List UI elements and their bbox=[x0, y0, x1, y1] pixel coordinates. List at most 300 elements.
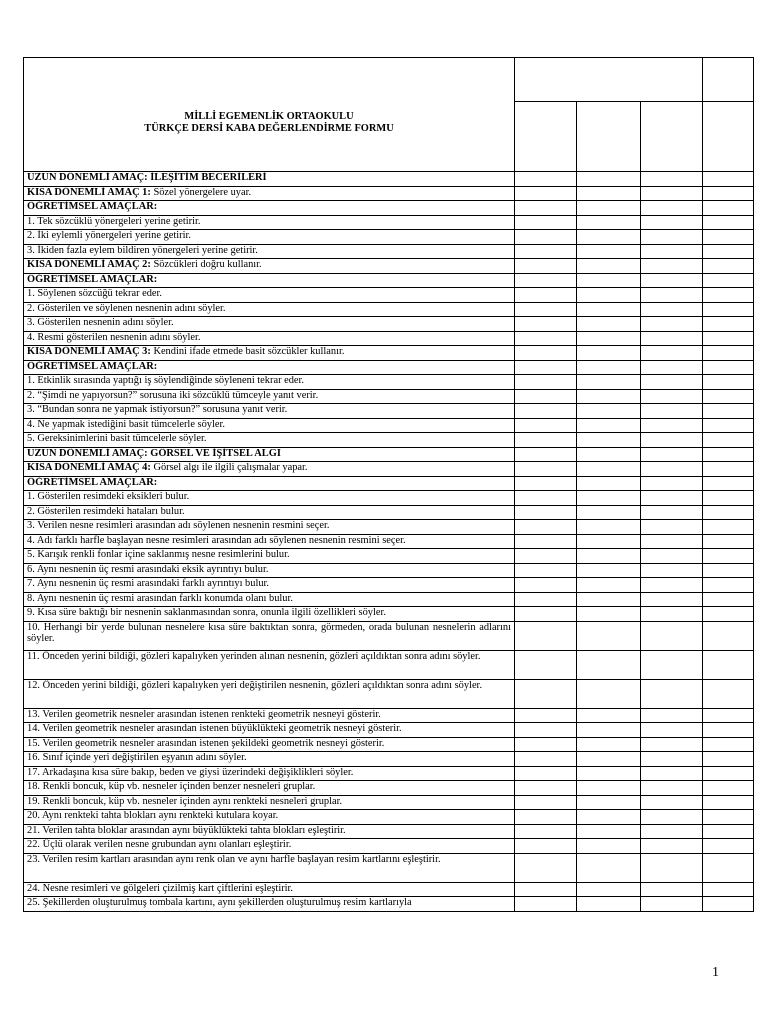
score-cell[interactable] bbox=[577, 505, 641, 520]
score-cell[interactable] bbox=[515, 215, 577, 230]
score-cell[interactable] bbox=[577, 317, 641, 332]
score-cell[interactable] bbox=[641, 549, 703, 564]
score-cell[interactable] bbox=[703, 766, 754, 781]
score-cell[interactable] bbox=[577, 621, 641, 650]
score-cell[interactable] bbox=[577, 679, 641, 708]
item-text: Kendini ifade etmede basit sözcükler kullanır. bbox=[150, 346, 345, 357]
item-cell bbox=[24, 505, 515, 520]
header-column-cell bbox=[641, 102, 703, 172]
table-row bbox=[24, 172, 754, 187]
score-cell[interactable] bbox=[641, 172, 703, 187]
score-cell[interactable] bbox=[641, 679, 703, 708]
score-cell[interactable] bbox=[703, 708, 754, 723]
score-cell[interactable] bbox=[703, 389, 754, 404]
score-cell[interactable] bbox=[515, 650, 577, 679]
score-cell[interactable] bbox=[515, 230, 577, 245]
score-cell[interactable] bbox=[703, 752, 754, 767]
score-cell[interactable] bbox=[515, 491, 577, 506]
score-cell[interactable] bbox=[577, 389, 641, 404]
table-row bbox=[24, 491, 754, 506]
score-cell[interactable] bbox=[577, 462, 641, 477]
score-cell[interactable] bbox=[515, 476, 577, 491]
table-row bbox=[24, 853, 754, 882]
score-cell[interactable] bbox=[703, 781, 754, 796]
score-cell[interactable] bbox=[703, 244, 754, 259]
score-cell[interactable] bbox=[641, 360, 703, 375]
score-cell[interactable] bbox=[577, 447, 641, 462]
score-cell[interactable] bbox=[515, 621, 577, 650]
item-text: 11. Önceden yerini bildiği, gözleri kapalıyken yerinden alınan nesnenin, gözleri açıldıktan sonra adını söyler. bbox=[27, 650, 481, 662]
item-cell bbox=[24, 679, 515, 708]
score-cell[interactable] bbox=[641, 259, 703, 274]
score-cell[interactable] bbox=[515, 259, 577, 274]
score-cell[interactable] bbox=[577, 346, 641, 361]
score-cell[interactable] bbox=[515, 331, 577, 346]
score-cell[interactable] bbox=[577, 752, 641, 767]
score-cell[interactable] bbox=[577, 897, 641, 912]
item-text: 2. İki eylemli yönergeleri yerine getirir. bbox=[27, 230, 191, 241]
score-cell[interactable] bbox=[703, 172, 754, 187]
table-row bbox=[24, 781, 754, 796]
score-cell[interactable] bbox=[641, 273, 703, 288]
score-cell[interactable] bbox=[577, 810, 641, 825]
score-cell[interactable] bbox=[515, 549, 577, 564]
score-cell[interactable] bbox=[577, 723, 641, 738]
item-text: 10. Herhangi bir yerde bulunan nesnelere kısa süre baktıktan sonra, görmeden, orada bulunan nesnelerin adlarını söyler. bbox=[27, 621, 511, 644]
item-cell bbox=[24, 897, 515, 912]
item-text: 1. Söylenen sözcüğü tekrar eder. bbox=[27, 288, 163, 299]
score-cell[interactable] bbox=[641, 766, 703, 781]
score-cell[interactable] bbox=[641, 621, 703, 650]
table-row bbox=[24, 418, 754, 433]
item-cell bbox=[24, 433, 515, 448]
score-cell[interactable] bbox=[577, 375, 641, 390]
item-bold-label: ÖĞRETİMSEL AMAÇLAR: bbox=[27, 476, 158, 488]
score-cell[interactable] bbox=[577, 360, 641, 375]
score-cell[interactable] bbox=[515, 824, 577, 839]
score-cell[interactable] bbox=[703, 795, 754, 810]
score-cell[interactable] bbox=[641, 389, 703, 404]
score-cell[interactable] bbox=[577, 839, 641, 854]
item-bold-label: KISA DÖNEMLİ AMAÇ 4: bbox=[27, 462, 151, 473]
score-cell[interactable] bbox=[703, 462, 754, 477]
table-row bbox=[24, 331, 754, 346]
table-row bbox=[24, 302, 754, 317]
item-cell bbox=[24, 389, 515, 404]
table-row bbox=[24, 549, 754, 564]
score-cell[interactable] bbox=[577, 273, 641, 288]
item-text: 1. Etkinlik sırasında yaptığı iş söylendiğinde söyleneni tekrar eder. bbox=[27, 375, 305, 386]
score-cell[interactable] bbox=[577, 853, 641, 882]
table-row bbox=[24, 766, 754, 781]
score-cell[interactable] bbox=[641, 839, 703, 854]
score-cell[interactable] bbox=[515, 505, 577, 520]
table-row bbox=[24, 230, 754, 245]
score-cell[interactable] bbox=[703, 317, 754, 332]
score-cell[interactable] bbox=[641, 462, 703, 477]
score-cell[interactable] bbox=[577, 795, 641, 810]
item-text: 1. Gösterilen resimdeki eksikleri bulur. bbox=[27, 491, 190, 502]
score-cell[interactable] bbox=[703, 563, 754, 578]
score-cell[interactable] bbox=[577, 476, 641, 491]
item-text: 3. “Bundan sonra ne yapmak istiyorsun?” sorusuna yanıt verir. bbox=[27, 404, 288, 415]
score-cell[interactable] bbox=[577, 520, 641, 535]
score-cell[interactable] bbox=[641, 201, 703, 216]
table-row bbox=[24, 404, 754, 419]
score-cell[interactable] bbox=[515, 433, 577, 448]
score-cell[interactable] bbox=[641, 592, 703, 607]
score-cell[interactable] bbox=[641, 215, 703, 230]
item-cell bbox=[24, 839, 515, 854]
item-text: 4. Resmi gösterilen nesnenin adını söyler. bbox=[27, 331, 201, 343]
item-bold-label: KISA DÖNEMLİ AMAÇ 1: bbox=[27, 186, 151, 198]
score-cell[interactable] bbox=[703, 650, 754, 679]
item-cell bbox=[24, 462, 515, 477]
score-cell[interactable] bbox=[641, 534, 703, 549]
score-cell[interactable] bbox=[577, 737, 641, 752]
score-cell[interactable] bbox=[641, 505, 703, 520]
table-row bbox=[24, 795, 754, 810]
score-cell[interactable] bbox=[703, 824, 754, 839]
score-cell[interactable] bbox=[703, 331, 754, 346]
score-cell[interactable] bbox=[641, 520, 703, 535]
item-cell bbox=[24, 244, 515, 259]
score-cell[interactable] bbox=[577, 607, 641, 622]
item-cell bbox=[24, 418, 515, 433]
score-cell[interactable] bbox=[641, 346, 703, 361]
item-text: 24. Nesne resimleri ve gölgeleri çizilmiş kart çiftlerini eşleştirir. bbox=[27, 882, 294, 894]
score-cell[interactable] bbox=[641, 375, 703, 390]
score-cell[interactable] bbox=[515, 346, 577, 361]
score-cell[interactable] bbox=[515, 418, 577, 433]
score-cell[interactable] bbox=[703, 302, 754, 317]
score-cell[interactable] bbox=[641, 578, 703, 593]
score-cell[interactable] bbox=[577, 433, 641, 448]
score-cell[interactable] bbox=[577, 563, 641, 578]
table-row bbox=[24, 592, 754, 607]
score-cell[interactable] bbox=[515, 317, 577, 332]
score-cell[interactable] bbox=[515, 534, 577, 549]
score-cell[interactable] bbox=[703, 288, 754, 303]
page-number: 1 bbox=[712, 965, 719, 980]
table-row bbox=[24, 839, 754, 854]
score-cell[interactable] bbox=[641, 795, 703, 810]
item-text: 9. Kısa süre baktığı bir nesnenin saklanmasından sonra, onunla ilgili özellikleri söyler. bbox=[27, 607, 386, 618]
score-cell[interactable] bbox=[577, 882, 641, 897]
score-cell[interactable] bbox=[577, 302, 641, 317]
score-cell[interactable] bbox=[641, 737, 703, 752]
score-cell[interactable] bbox=[703, 404, 754, 419]
table-row bbox=[24, 476, 754, 491]
item-text: 4. Ne yapmak istediğini basit tümcelerle söyler. bbox=[27, 418, 225, 430]
item-text: 13. Verilen geometrik nesneler arasından istenen renkteki geometrik nesneyi gösterir. bbox=[27, 708, 381, 720]
item-cell bbox=[24, 578, 515, 593]
item-text: 19. Renkli boncuk, küp vb. nesneler içinden aynı renkteki nesneleri gruplar. bbox=[27, 795, 343, 807]
score-cell[interactable] bbox=[641, 882, 703, 897]
header-column-cell bbox=[577, 102, 641, 172]
score-cell[interactable] bbox=[515, 795, 577, 810]
item-text: 23. Verilen resim kartları arasından aynı renk olan ve aynı harfle başlayan resim kartlarını eşleştirir. bbox=[27, 853, 441, 865]
score-cell[interactable] bbox=[515, 781, 577, 796]
item-cell bbox=[24, 737, 515, 752]
score-cell[interactable] bbox=[577, 708, 641, 723]
score-cell[interactable] bbox=[641, 186, 703, 201]
table-row bbox=[24, 447, 754, 462]
score-cell[interactable] bbox=[641, 418, 703, 433]
score-cell[interactable] bbox=[577, 549, 641, 564]
score-cell[interactable] bbox=[577, 592, 641, 607]
score-cell[interactable] bbox=[515, 447, 577, 462]
score-cell[interactable] bbox=[577, 578, 641, 593]
score-cell[interactable] bbox=[577, 781, 641, 796]
item-cell bbox=[24, 476, 515, 491]
score-cell[interactable] bbox=[703, 737, 754, 752]
score-cell[interactable] bbox=[703, 186, 754, 201]
item-cell bbox=[24, 201, 515, 216]
score-cell[interactable] bbox=[703, 505, 754, 520]
score-cell[interactable] bbox=[641, 897, 703, 912]
header-extra-cell bbox=[703, 58, 754, 102]
table-row bbox=[24, 824, 754, 839]
item-cell bbox=[24, 824, 515, 839]
item-bold-label: KISA DÖNEMLİ AMAÇ 3: bbox=[27, 346, 151, 357]
score-cell[interactable] bbox=[515, 766, 577, 781]
score-cell[interactable] bbox=[515, 752, 577, 767]
score-cell[interactable] bbox=[515, 853, 577, 882]
score-cell[interactable] bbox=[641, 404, 703, 419]
item-cell bbox=[24, 723, 515, 738]
item-cell bbox=[24, 172, 515, 187]
score-cell[interactable] bbox=[515, 882, 577, 897]
score-cell[interactable] bbox=[703, 679, 754, 708]
score-cell[interactable] bbox=[577, 201, 641, 216]
score-cell[interactable] bbox=[515, 708, 577, 723]
score-cell[interactable] bbox=[577, 186, 641, 201]
score-cell[interactable] bbox=[703, 418, 754, 433]
score-cell[interactable] bbox=[515, 273, 577, 288]
table-row bbox=[24, 433, 754, 448]
item-text: Sözcükleri doğru kullanır. bbox=[150, 259, 262, 270]
item-cell bbox=[24, 288, 515, 303]
score-cell[interactable] bbox=[641, 230, 703, 245]
item-cell bbox=[24, 360, 515, 375]
item-cell bbox=[24, 621, 515, 650]
item-text: Sözel yönergelere uyar. bbox=[150, 186, 252, 198]
score-cell[interactable] bbox=[515, 592, 577, 607]
score-cell[interactable] bbox=[641, 331, 703, 346]
score-cell[interactable] bbox=[515, 897, 577, 912]
score-cell[interactable] bbox=[641, 447, 703, 462]
table-row bbox=[24, 375, 754, 390]
score-cell[interactable] bbox=[641, 650, 703, 679]
score-cell[interactable] bbox=[515, 520, 577, 535]
item-cell bbox=[24, 752, 515, 767]
item-cell bbox=[24, 795, 515, 810]
score-cell[interactable] bbox=[703, 491, 754, 506]
score-cell[interactable] bbox=[641, 433, 703, 448]
score-cell[interactable] bbox=[641, 563, 703, 578]
item-cell bbox=[24, 491, 515, 506]
score-cell[interactable] bbox=[703, 447, 754, 462]
score-cell[interactable] bbox=[515, 679, 577, 708]
score-cell[interactable] bbox=[577, 404, 641, 419]
table-row bbox=[24, 360, 754, 375]
score-cell[interactable] bbox=[703, 810, 754, 825]
item-text: 8. Aynı nesnenin üç resmi arasından farklı konumda olanı bulur. bbox=[27, 592, 293, 604]
score-cell[interactable] bbox=[703, 433, 754, 448]
table-row bbox=[24, 723, 754, 738]
score-cell[interactable] bbox=[515, 578, 577, 593]
score-cell[interactable] bbox=[703, 853, 754, 882]
score-cell[interactable] bbox=[515, 607, 577, 622]
score-cell[interactable] bbox=[703, 476, 754, 491]
item-cell bbox=[24, 186, 515, 201]
item-cell bbox=[24, 853, 515, 882]
score-cell[interactable] bbox=[641, 244, 703, 259]
score-cell[interactable] bbox=[515, 404, 577, 419]
item-text: 20. Aynı renkteki tahta blokları aynı renkteki kutulara koyar. bbox=[27, 810, 279, 821]
item-text: 3. Gösterilen nesnenin adını söyler. bbox=[27, 317, 174, 328]
score-cell[interactable] bbox=[577, 259, 641, 274]
form-title: TÜRKÇE DERSİ KABA DEĞERLENDİRME FORMU bbox=[144, 122, 394, 134]
score-cell[interactable] bbox=[577, 172, 641, 187]
score-cell[interactable] bbox=[515, 288, 577, 303]
score-cell[interactable] bbox=[577, 244, 641, 259]
table-row bbox=[24, 186, 754, 201]
form-header bbox=[24, 58, 515, 172]
score-cell[interactable] bbox=[515, 172, 577, 187]
item-text: 2. “Şimdi ne yapıyorsun?” sorusuna iki sözcüklü tümceyle yanıt verir. bbox=[27, 389, 319, 401]
score-cell[interactable] bbox=[703, 534, 754, 549]
score-cell[interactable] bbox=[641, 810, 703, 825]
score-cell[interactable] bbox=[703, 273, 754, 288]
header-column-cell bbox=[703, 102, 754, 172]
table-row bbox=[24, 288, 754, 303]
table-row bbox=[24, 389, 754, 404]
table-row bbox=[24, 708, 754, 723]
score-cell[interactable] bbox=[515, 810, 577, 825]
item-cell bbox=[24, 520, 515, 535]
table-row bbox=[24, 534, 754, 549]
item-cell bbox=[24, 882, 515, 897]
score-cell[interactable] bbox=[703, 346, 754, 361]
score-cell[interactable] bbox=[515, 839, 577, 854]
score-cell[interactable] bbox=[703, 259, 754, 274]
score-cell[interactable] bbox=[641, 723, 703, 738]
score-cell[interactable] bbox=[641, 317, 703, 332]
score-cell[interactable] bbox=[515, 723, 577, 738]
score-cell[interactable] bbox=[515, 302, 577, 317]
score-cell[interactable] bbox=[641, 607, 703, 622]
score-cell[interactable] bbox=[703, 549, 754, 564]
score-cell[interactable] bbox=[515, 563, 577, 578]
item-text: 2. Gösterilen ve söylenen nesnenin adını söyler. bbox=[27, 302, 226, 314]
score-cell[interactable] bbox=[515, 462, 577, 477]
score-cell[interactable] bbox=[703, 375, 754, 390]
item-cell bbox=[24, 781, 515, 796]
score-cell[interactable] bbox=[515, 360, 577, 375]
score-cell[interactable] bbox=[703, 592, 754, 607]
item-cell bbox=[24, 404, 515, 419]
score-cell[interactable] bbox=[515, 186, 577, 201]
item-cell bbox=[24, 607, 515, 622]
item-cell bbox=[24, 230, 515, 245]
header-column-cell bbox=[515, 102, 577, 172]
item-text: 15. Verilen geometrik nesneler arasından istenen şekildeki geometrik nesneyi gösterir. bbox=[27, 737, 385, 749]
score-cell[interactable] bbox=[515, 244, 577, 259]
score-cell[interactable] bbox=[703, 723, 754, 738]
score-cell[interactable] bbox=[515, 201, 577, 216]
score-cell[interactable] bbox=[641, 491, 703, 506]
table-row bbox=[24, 882, 754, 897]
item-cell bbox=[24, 375, 515, 390]
score-cell[interactable] bbox=[703, 215, 754, 230]
score-cell[interactable] bbox=[703, 201, 754, 216]
score-cell[interactable] bbox=[641, 476, 703, 491]
table-row bbox=[24, 737, 754, 752]
item-bold-label: ÖĞRETİMSEL AMAÇLAR: bbox=[27, 360, 158, 372]
item-cell bbox=[24, 534, 515, 549]
item-cell bbox=[24, 810, 515, 825]
score-cell[interactable] bbox=[641, 708, 703, 723]
score-cell[interactable] bbox=[703, 578, 754, 593]
score-cell[interactable] bbox=[641, 824, 703, 839]
score-cell[interactable] bbox=[515, 375, 577, 390]
score-cell[interactable] bbox=[515, 737, 577, 752]
score-cell[interactable] bbox=[577, 230, 641, 245]
table-row bbox=[24, 520, 754, 535]
score-cell[interactable] bbox=[577, 766, 641, 781]
score-cell[interactable] bbox=[703, 882, 754, 897]
table-row bbox=[24, 346, 754, 361]
score-cell[interactable] bbox=[703, 230, 754, 245]
item-cell bbox=[24, 650, 515, 679]
item-text: 5. Karışık renkli fonlar içine saklanmış nesne resimlerini bulur. bbox=[27, 549, 290, 560]
score-cell[interactable] bbox=[703, 897, 754, 912]
score-cell[interactable] bbox=[703, 607, 754, 622]
score-cell[interactable] bbox=[577, 824, 641, 839]
score-cell[interactable] bbox=[641, 288, 703, 303]
score-cell[interactable] bbox=[703, 621, 754, 650]
score-cell[interactable] bbox=[577, 534, 641, 549]
item-text: 25. Şekillerden oluşturulmuş tombala kartını, aynı şekillerden oluşturulmuş resim kartlarıyla bbox=[27, 897, 412, 908]
score-cell[interactable] bbox=[577, 491, 641, 506]
score-cell[interactable] bbox=[703, 520, 754, 535]
item-cell bbox=[24, 259, 515, 274]
score-cell[interactable] bbox=[641, 302, 703, 317]
score-cell[interactable] bbox=[641, 781, 703, 796]
score-cell[interactable] bbox=[641, 752, 703, 767]
score-cell[interactable] bbox=[577, 418, 641, 433]
score-cell[interactable] bbox=[703, 360, 754, 375]
score-cell[interactable] bbox=[577, 215, 641, 230]
score-cell[interactable] bbox=[577, 650, 641, 679]
table-row bbox=[24, 462, 754, 477]
item-cell bbox=[24, 549, 515, 564]
item-text: 1. Tek sözcüklü yönergeleri yerine getirir. bbox=[27, 215, 201, 227]
table-row bbox=[24, 607, 754, 622]
item-bold-label: KISA DÖNEMLİ AMAÇ 2: bbox=[27, 259, 151, 270]
score-cell[interactable] bbox=[577, 288, 641, 303]
score-cell[interactable] bbox=[577, 331, 641, 346]
item-text: 5. Gereksinimlerini basit tümcelerle söyler. bbox=[27, 433, 207, 444]
item-text: 6. Aynı nesnenin üç resmi arasındaki eksik ayrıntıyı bulur. bbox=[27, 563, 269, 575]
table-row bbox=[24, 578, 754, 593]
score-cell[interactable] bbox=[641, 853, 703, 882]
score-cell[interactable] bbox=[703, 839, 754, 854]
item-text: 3. İkiden fazla eylem bildiren yönergeleri yerine getirir. bbox=[27, 244, 258, 256]
score-cell[interactable] bbox=[515, 389, 577, 404]
